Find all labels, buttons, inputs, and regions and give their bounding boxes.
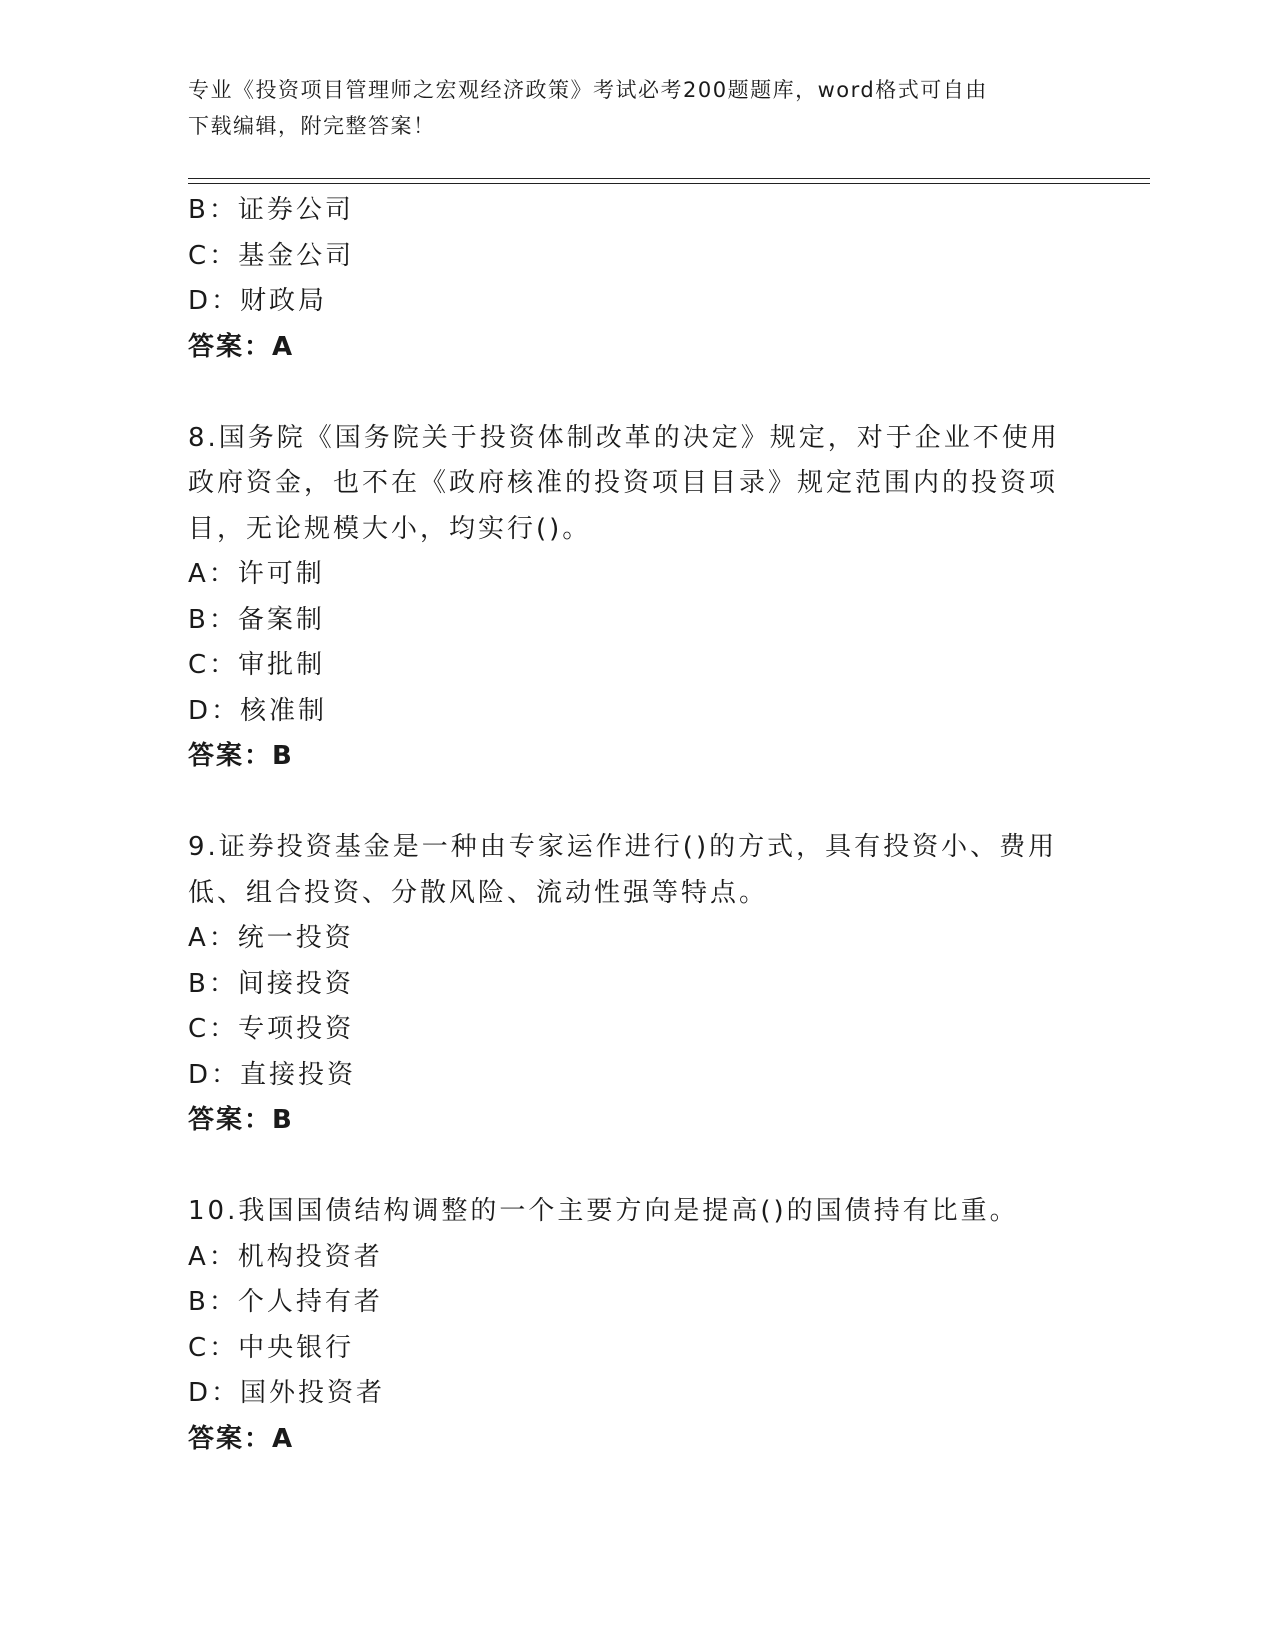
option-c: C：审批制 <box>188 650 326 680</box>
option-a: A：许可制 <box>188 559 325 589</box>
option-c: C：中央银行 <box>188 1332 355 1363</box>
spacer <box>188 370 1088 416</box>
question-text-line: 政府资金，也不在《政府核准的投资项目目录》规定范围内的投资项 <box>188 468 1059 498</box>
question-text-line: 8.国务院《国务院关于投资体制改革的决定》规定，对于企业不使用 <box>188 422 1060 453</box>
option-b: B：个人持有者 <box>188 1287 383 1317</box>
option-a: A：机构投资者 <box>188 1241 383 1272</box>
question-block-prev <box>188 188 1088 370</box>
header-divider-bottom <box>188 183 1150 184</box>
question-text-line: 目，无论规模大小，均实行()。 <box>188 513 592 544</box>
question-list <box>188 188 1088 1462</box>
question-text-line: 低、组合投资、分散风险、流动性强等特点。 <box>188 877 769 908</box>
header-divider-top <box>188 178 1150 179</box>
spacer <box>188 1144 1088 1190</box>
option-d: D：直接投资 <box>188 1059 357 1090</box>
answer-line: 答案：B <box>188 741 294 771</box>
question-block-10 <box>188 1189 1088 1462</box>
option-d: D：核准制 <box>188 695 328 726</box>
answer-line: 答案：B <box>188 1105 294 1135</box>
question-block-8 <box>188 416 1088 780</box>
document-header <box>188 72 1068 144</box>
option-b: B：证券公司 <box>188 195 354 225</box>
question-block-9 <box>188 825 1088 1144</box>
option-d: D：财政局 <box>188 286 328 316</box>
option-c: C：专项投资 <box>188 1014 355 1044</box>
answer-line: 答案：A <box>188 1423 295 1454</box>
option-c: C：基金公司 <box>188 240 355 271</box>
question-text-line: 10.我国国债结构调整的一个主要方向是提高()的国债持有比重。 <box>188 1196 1019 1226</box>
question-text-line: 9.证券投资基金是一种由专家运作进行()的方式，具有投资小、费用 <box>188 832 1058 862</box>
header-line-2: 下载编辑，附完整答案！ <box>188 114 436 138</box>
header-line-1: 专业《投资项目管理师之宏观经济政策》考试必考200题题库，word格式可自由 <box>188 78 988 102</box>
option-d: D：国外投资者 <box>188 1378 386 1408</box>
option-a: A：统一投资 <box>188 923 354 953</box>
option-b: B：间接投资 <box>188 968 354 999</box>
spacer <box>188 780 1088 826</box>
option-b: B：备案制 <box>188 604 325 635</box>
answer-line: 答案：A <box>188 331 295 362</box>
